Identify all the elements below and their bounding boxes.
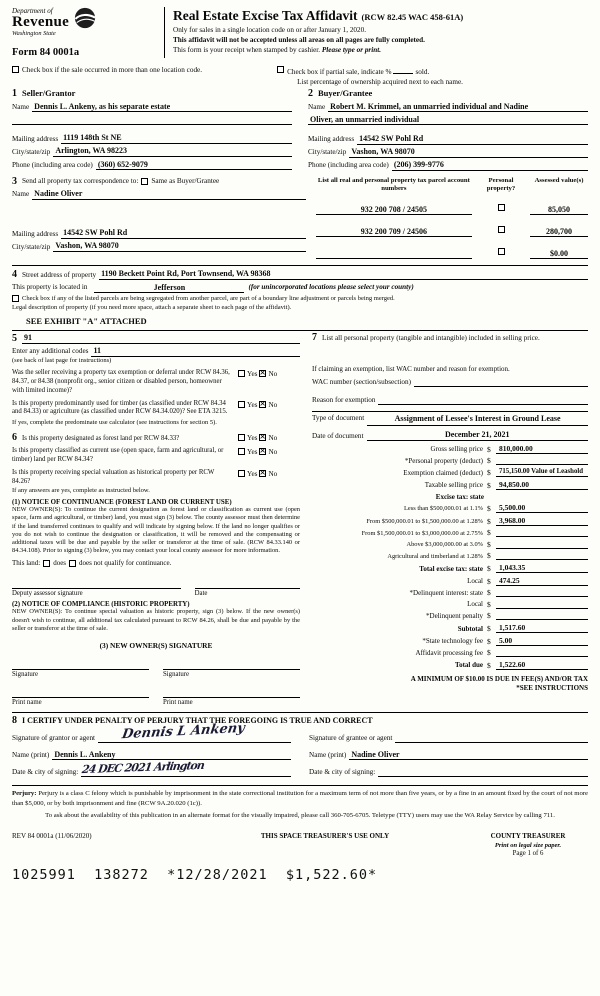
perjury-lead: Perjury: xyxy=(12,790,37,798)
gross-selling-price-field[interactable]: 810,000.00 xyxy=(496,444,588,454)
q5b-no-checkbox[interactable] xyxy=(259,401,266,408)
seller-heading: Seller/Grantor xyxy=(22,88,76,99)
dollar-sign: $ xyxy=(487,551,491,561)
tax-row-label: From $1,500,000.01 to $3,000,000.00 at 2.75% xyxy=(361,529,483,537)
reason-exemption-field[interactable] xyxy=(378,395,588,405)
grantor-print-name-label: Name (print) xyxy=(12,751,50,760)
section-3-number: 3 xyxy=(12,175,17,187)
header-note-2: This affidavit will not be accepted unless all areas on all pages are fully completed. xyxy=(173,36,425,45)
segregated-parcel-label: Check box if any of the listed parcels are being segregated from another parcel, are part of a boundary line adjustment or parcels being merged. xyxy=(22,295,395,303)
form-title: Real Estate Excise Tax Affidavit xyxy=(173,8,358,23)
treasurer-stamp: 1025991 138272 *12/28/2021 $1,522.60* xyxy=(12,866,378,883)
does-not-qualify-checkbox[interactable] xyxy=(69,560,76,567)
assessed-value-header: Assessed value(s) xyxy=(534,176,584,184)
partial-sale-label-pre: Check box if partial sale, indicate % xyxy=(287,68,392,77)
codes-instructions-note: (see back of last page for instructions) xyxy=(12,356,112,364)
grantee-signature-line[interactable] xyxy=(395,733,588,743)
rev-number: REV 84 0001a (11/06/2020) xyxy=(12,831,92,840)
tax-row-label: Less than $500,000.01 at 1.1% xyxy=(404,505,483,513)
tier1-tax-field[interactable]: 5,500.00 xyxy=(496,503,588,513)
assessed-value-field[interactable]: 85,050 xyxy=(530,205,588,215)
dollar-sign: $ xyxy=(487,467,491,477)
see-instructions-note: *SEE INSTRUCTIONS xyxy=(516,683,588,692)
parties-section xyxy=(12,88,588,170)
yes-label: Yes xyxy=(247,370,258,379)
parcel-table xyxy=(316,177,588,260)
dor-logo-icon xyxy=(74,7,96,29)
delinquent-interest-local-field[interactable] xyxy=(496,600,588,609)
buyer-phone-field[interactable]: (206) 399-9776 xyxy=(392,160,588,171)
seller-phone-field[interactable]: (360) 652-9079 xyxy=(96,160,292,171)
grantee-print-name-label: Name (print) xyxy=(309,751,347,760)
buyer-name-label: Name xyxy=(308,102,326,111)
form-number: Form 84 0001a xyxy=(12,47,80,58)
section-4-number: 4 xyxy=(12,269,17,281)
dollar-sign: $ xyxy=(487,576,491,586)
dollar-sign: $ xyxy=(487,480,491,490)
print-name-label: Print name xyxy=(12,698,42,706)
q6c-yes-checkbox[interactable] xyxy=(238,470,245,477)
historic-property-question: Is this property receiving special valuation as historical property per RCW 84.26? xyxy=(12,469,215,485)
grantor-signature-scribble: Dennis L Ankeny xyxy=(120,720,246,743)
correspondence-mailing-label: Mailing address xyxy=(12,229,59,238)
dollar-sign: $ xyxy=(487,528,491,538)
q6a-no-checkbox[interactable] xyxy=(259,434,266,441)
dollar-sign: $ xyxy=(487,516,491,526)
section-8-certification xyxy=(12,712,588,778)
section-2-number: 2 xyxy=(308,88,313,100)
table-row xyxy=(316,197,588,215)
grantee-date-city-label: Date & city of signing: xyxy=(309,768,376,777)
personal-property-header: Personal property? xyxy=(486,176,516,193)
date-of-document-label: Date of document xyxy=(312,431,364,440)
does-not-label: does not qualify for continuance. xyxy=(79,559,172,568)
segregated-parcel-checkbox[interactable] xyxy=(12,295,19,302)
same-as-buyer-checkbox[interactable] xyxy=(141,178,148,185)
assessed-value-field[interactable]: $0.00 xyxy=(530,249,588,259)
treasurer-use-label: THIS SPACE TREASURER'S USE ONLY xyxy=(260,831,390,840)
no-label: No xyxy=(268,400,278,409)
dollar-sign: $ xyxy=(487,636,491,646)
table-row xyxy=(316,241,588,259)
does-label: does xyxy=(53,559,67,568)
dollar-sign: $ xyxy=(487,444,491,454)
dollar-sign: $ xyxy=(487,564,491,574)
personal-property-checkbox[interactable] xyxy=(498,204,505,211)
tax-row-label: Agricultural and timberland at 1.28% xyxy=(387,552,483,560)
q5a-no-checkbox[interactable] xyxy=(259,370,266,377)
new-owner-print-name-line-1[interactable] xyxy=(12,688,149,698)
yes-label: Yes xyxy=(247,448,258,457)
seller-mailing-label: Mailing address xyxy=(12,134,59,143)
does-qualify-checkbox[interactable] xyxy=(43,560,50,567)
section-5-use-codes xyxy=(12,333,300,428)
new-owners-signature-title: (3) NEW OWNER(S) SIGNATURE xyxy=(99,640,213,650)
new-owner-signature-line-2[interactable] xyxy=(163,660,300,670)
grantee-date-city-field[interactable] xyxy=(378,767,588,777)
tier3-tax-field[interactable] xyxy=(496,528,588,537)
q5b-yes-checkbox[interactable] xyxy=(238,401,245,408)
tax-row-label: Gross selling price xyxy=(430,445,483,454)
dollar-sign: $ xyxy=(487,456,491,466)
assessed-value-field[interactable]: 280,700 xyxy=(530,227,588,237)
seller-name-label: Name xyxy=(12,102,30,111)
washington-state-text: Washington State xyxy=(12,30,56,37)
grantee-print-name-field[interactable]: Nadine Oliver xyxy=(349,750,588,761)
multiple-location-checkbox[interactable] xyxy=(12,66,19,73)
header-note-3: This form is your receipt when stamped by cashier. xyxy=(173,46,322,55)
partial-sale-checkbox[interactable] xyxy=(277,66,284,73)
dollar-sign: $ xyxy=(487,504,491,514)
compliance-title: (2) NOTICE OF COMPLIANCE (HISTORIC PROPERTY) xyxy=(12,601,190,609)
subtotal-field[interactable]: 1,517.60 xyxy=(496,623,588,633)
new-owner-print-name-line-2[interactable] xyxy=(163,688,300,698)
department-of-text: Department of xyxy=(12,7,53,15)
title-block xyxy=(164,7,588,58)
legal-description-value[interactable]: SEE EXHIBIT "A" ATTACHED xyxy=(26,315,147,326)
delinquent-interest-state-field[interactable] xyxy=(496,588,588,597)
compliance-body: NEW OWNER(S): To continue special valuation as historic property, sign (3) below. If the new owner(s) doesn't wish to continue, all additional tax calculated pursuant to RCW 84.26, shall be due and payable by the seller or transferor at the time of sale. xyxy=(12,608,300,632)
reason-exemption-label: Reason for exemption xyxy=(312,396,376,405)
tax-row-label: Affidavit processing fee xyxy=(415,648,483,657)
certification-statement: I CERTIFY UNDER PENALTY OF PERJURY THAT THE FOREGOING IS TRUE AND CORRECT xyxy=(22,715,373,725)
partial-sale-percent-field[interactable] xyxy=(393,66,413,74)
correspondence-city-label: City/state/zip xyxy=(12,242,51,251)
date-of-document-field[interactable]: December 21, 2021 xyxy=(367,430,589,441)
seller-city-field[interactable]: Arlington, WA 98223 xyxy=(53,146,292,157)
delinquent-penalty-field[interactable] xyxy=(496,611,588,620)
perjury-statement xyxy=(12,785,588,807)
located-in-label: This property is located in xyxy=(12,283,88,292)
yes-label: Yes xyxy=(247,433,258,442)
tax-row-label: Exemption claimed (deduct) xyxy=(403,468,483,477)
seller-name-field-line2[interactable] xyxy=(12,115,292,125)
this-land-label: This land: xyxy=(12,559,41,568)
exemption-claim-label: If claiming an exemption, list WAC number and reason for exemption. xyxy=(312,365,510,374)
buyer-heading: Buyer/Grantee xyxy=(318,88,373,99)
yes-label: Yes xyxy=(247,400,258,409)
technology-fee-field[interactable]: 5.00 xyxy=(496,636,588,646)
dollar-sign: $ xyxy=(487,611,491,621)
no-label: No xyxy=(268,470,278,479)
correspondence-city-field[interactable]: Vashon, WA 98070 xyxy=(53,241,305,252)
continuance-body: NEW OWNER(S): To continue the current designation as forest land or classification as current use (open space, farm and agricultural, or timber) land, you must sign (3) below. The county assessor must then determine if the land transferred continues to qualify and will indicate by signing below. If the land no longer qualifies or you do not wish to continue the designation or classification, it will be removed and the compensating or additional taxes will be due and payable by the seller or transferor at the time of sale. (RCW 84.33.140 or 84.34.108). Prior to signing (3) below, you may contact your local county assessor for more information. xyxy=(12,506,300,555)
grantor-signature-label: Signature of grantor or agent xyxy=(12,733,96,742)
tier2-tax-field[interactable]: 3,968.00 xyxy=(496,516,588,526)
deputy-date-label: Date xyxy=(194,590,208,598)
deputy-assessor-signature-line[interactable] xyxy=(12,579,181,589)
wac-number-label: WAC number (section/subsection) xyxy=(312,377,412,386)
continuance-title: (1) NOTICE OF CONTINUANCE (FOREST LAND OR CURRENT USE) xyxy=(12,499,232,507)
total-excise-state-field[interactable]: 1,043.35 xyxy=(496,563,588,573)
partial-sale-label-post: sold. xyxy=(415,68,430,77)
if-yes-note: If any answers are yes, complete as instructed below. xyxy=(12,486,150,494)
section-1-number: 1 xyxy=(12,88,17,100)
send-correspondence-label: Send all property tax correspondence to: xyxy=(22,177,139,186)
section-6-number: 6 xyxy=(12,431,17,443)
timber-agriculture-question: Is this property predominantly used for timber (as classified under RCW 84.34 and 84.33) or agriculture (as classified under RCW 84.34.020)? See ETA 3215. xyxy=(12,399,228,416)
footer xyxy=(12,832,588,857)
header xyxy=(12,7,588,58)
correspondence-mailing-field[interactable]: 14542 SW Pohl Rd xyxy=(61,228,306,239)
seller-name-field[interactable]: Dennis L. Ankeny, as his separate estate xyxy=(32,102,292,113)
type-of-document-field[interactable]: Assignment of Lessee's Interest in Ground Lease xyxy=(367,414,588,426)
dollar-sign: $ xyxy=(487,624,491,634)
buyer-phone-label: Phone (including area code) xyxy=(308,161,389,170)
dollar-sign: $ xyxy=(487,588,491,598)
q6b-yes-checkbox[interactable] xyxy=(238,448,245,455)
buyer-city-field[interactable]: Vashon, WA 98070 xyxy=(349,147,588,158)
grantor-date-city-label: Date & city of signing: xyxy=(12,768,79,777)
agency-wordmark xyxy=(12,7,69,37)
buyer-city-label: City/state/zip xyxy=(308,148,347,157)
parcel-number-field[interactable] xyxy=(316,249,472,259)
street-address-label: Street address of property xyxy=(22,270,97,279)
header-note-1: Only for sales in a single location code on or after January 1, 2020. xyxy=(173,26,367,34)
ownership-percentage-note: List percentage of ownership acquired next to each name. xyxy=(297,78,463,87)
tax-row-label: *Delinquent interest: state xyxy=(409,588,483,597)
total-excise-local-field[interactable]: 474.25 xyxy=(496,576,588,586)
location-code-field[interactable]: 91 xyxy=(22,333,300,344)
print-name-label: Print name xyxy=(163,698,193,706)
tax-row-label: From $500,000.01 to $1,500,000.00 at 1.28% xyxy=(366,518,483,525)
new-owner-signature-line-1[interactable] xyxy=(12,660,149,670)
grantor-date-scribble: 24 DEC 2021 Arlington xyxy=(81,759,205,777)
parcel-number-field[interactable]: 932 200 708 / 24505 xyxy=(316,205,472,215)
top-checkbox-row xyxy=(12,63,588,86)
section-5-number: 5 xyxy=(12,332,17,344)
section-7-number: 7 xyxy=(312,331,317,343)
located-in-note: (for unincorporated locations please select your county) xyxy=(248,283,414,292)
dollar-sign: $ xyxy=(487,539,491,549)
header-note-3-emphasis: Please type or print. xyxy=(321,46,381,55)
correspondence-name-label: Name xyxy=(12,190,30,199)
tax-row-label: Local xyxy=(467,577,483,586)
document-type-block xyxy=(312,411,588,441)
tier4-tax-field[interactable] xyxy=(496,540,588,549)
tax-row-label: Above $3,000,000.00 at 3.0% xyxy=(406,541,483,549)
section-2-buyer xyxy=(308,88,588,170)
predominate-use-note: If yes, complete the predominate use calculator (see instructions for section 5). xyxy=(12,419,217,427)
wac-number-field[interactable] xyxy=(414,377,588,387)
county-field[interactable]: Jefferson xyxy=(94,283,244,293)
type-of-document-label: Type of document xyxy=(312,414,365,423)
same-as-buyer-label: Same as Buyer/Grantee xyxy=(151,177,220,186)
parcel-number-header: List all real and personal property tax parcel account numbers xyxy=(317,176,470,193)
legal-description-label: Legal description of property (if you need more space, attach a separate sheet to each page of the affidavit). xyxy=(12,304,292,312)
tax-row-label: Total due xyxy=(455,661,483,670)
tax-row-label: Local xyxy=(467,600,483,609)
mid-section xyxy=(12,330,588,706)
signature-label: Signature xyxy=(12,670,39,678)
buyer-name-field-line2[interactable]: Oliver, an unmarried individual xyxy=(308,115,588,126)
seller-mailing-field[interactable]: 1119 148th St NE xyxy=(61,133,292,144)
table-row xyxy=(316,219,588,237)
no-label: No xyxy=(268,448,278,457)
forest-land-question: Is this property designated as forest land per RCW 84.33? xyxy=(22,434,180,442)
additional-codes-field[interactable]: 11 xyxy=(91,346,300,357)
tax-row-label: Taxable selling price xyxy=(424,481,483,490)
personal-property-checkbox[interactable] xyxy=(498,226,505,233)
section-4-property xyxy=(12,265,588,325)
agency-block xyxy=(12,7,164,58)
exemption-claimed-field[interactable]: 715,150.00 Value of Leashold xyxy=(496,468,588,477)
grantor-print-name-field[interactable]: Dennis L. Ankeny xyxy=(52,750,291,761)
seller-city-label: City/state/zip xyxy=(12,147,51,156)
section-7-tax-computation xyxy=(312,333,588,706)
correspondence-name-field[interactable]: Nadine Oliver xyxy=(32,189,306,200)
signature-label: Signature xyxy=(163,670,190,678)
street-address-field[interactable]: 1190 Beckett Point Rd, Port Townsend, WA 98368 xyxy=(99,269,588,280)
additional-codes-label: Enter any additional codes xyxy=(12,347,89,356)
section-6-classification xyxy=(12,433,300,706)
personal-property-checkbox[interactable] xyxy=(498,248,505,255)
section-3-correspondence xyxy=(12,177,588,260)
print-size-note: Print on legal size paper. xyxy=(494,841,562,849)
deputy-date-line[interactable] xyxy=(195,579,300,589)
excise-tax-state-label: Excise tax: state xyxy=(435,492,484,501)
tax-row-label: Total excise tax: state xyxy=(419,564,483,573)
seller-phone-label: Phone (including area code) xyxy=(12,160,93,169)
buyer-mailing-field[interactable]: 14542 SW Pohl Rd xyxy=(357,134,588,145)
revenue-wordmark: Revenue xyxy=(12,14,70,30)
buyer-name-field[interactable]: Robert M. Krimmel, an unmarried individual and Nadine xyxy=(328,102,588,113)
q6c-no-checkbox[interactable] xyxy=(259,470,266,477)
deputy-assessor-label: Deputy assessor signature xyxy=(12,590,83,598)
current-use-question: Is this property classified as current use (open space, farm and agricultural, or timber) land per RCW 84.34? xyxy=(12,447,224,464)
minimum-due-note: A MINIMUM OF $10.00 IS DUE IN FEE(S) AND/OR TAX xyxy=(410,674,588,683)
tax-row-label: *Delinquent penalty xyxy=(426,612,483,621)
dollar-sign: $ xyxy=(487,648,491,658)
personal-property-list-label: List all personal property (tangible and intangible) included in selling price. xyxy=(322,333,540,342)
section-8-number: 8 xyxy=(12,714,17,726)
section-1-seller xyxy=(12,88,292,170)
buyer-mailing-label: Mailing address xyxy=(308,135,355,144)
exemption-deferral-question: Was the seller receiving a property tax exemption or deferral under RCW 84.36, 84.37, or 84.38 (nonprofit org., senior citizen or disabled person, homeowner with limited income)? xyxy=(12,369,230,394)
taxable-selling-price-field[interactable]: 94,850.00 xyxy=(496,480,588,490)
agricultural-tax-field[interactable] xyxy=(496,551,588,560)
alternate-format-note: To ask about the availability of this publication in an alternate format for the visually impaired, please call 360-705-6705. Teletype (TTY) users may use the WA Relay Service by calling 711. xyxy=(45,811,555,819)
perjury-body: Perjury is a class C felony which is punishable by imprisonment in the state correctional institution for a maximum term of not more than five years, or by a fine in an amount fixed by the court of not more than $5,000, or by both imprisonment and fine (RCW 9A.20.020 (1c)). xyxy=(12,790,589,807)
dollar-sign: $ xyxy=(487,599,491,609)
county-treasurer-label: COUNTY TREASURER xyxy=(490,831,566,840)
page-number: Page 1 of 6 xyxy=(512,849,544,857)
personal-property-deduct-field[interactable] xyxy=(496,456,588,465)
q6a-yes-checkbox[interactable] xyxy=(238,434,245,441)
affidavit-processing-fee-field[interactable] xyxy=(496,648,588,657)
multiple-location-label: Check box if the sale occurred in more than one location code. xyxy=(22,66,203,75)
total-due-field[interactable]: 1,522.60 xyxy=(496,660,588,670)
no-label: No xyxy=(268,433,278,442)
q6b-no-checkbox[interactable] xyxy=(259,448,266,455)
no-label: No xyxy=(268,370,278,379)
q5a-yes-checkbox[interactable] xyxy=(238,370,245,377)
parcel-number-field[interactable]: 932 200 709 / 24506 xyxy=(316,227,472,237)
dollar-sign: $ xyxy=(487,660,491,670)
tax-row-label: *State technology fee xyxy=(422,637,483,646)
tax-row-label: *Personal property (deduct) xyxy=(404,456,483,465)
tax-row-label: Subtotal xyxy=(457,624,483,633)
yes-label: Yes xyxy=(247,470,258,479)
grantee-signature-label: Signature of grantee or agent xyxy=(309,733,393,742)
form-title-rcw: (RCW 82.45 WAC 458-61A) xyxy=(361,12,464,22)
